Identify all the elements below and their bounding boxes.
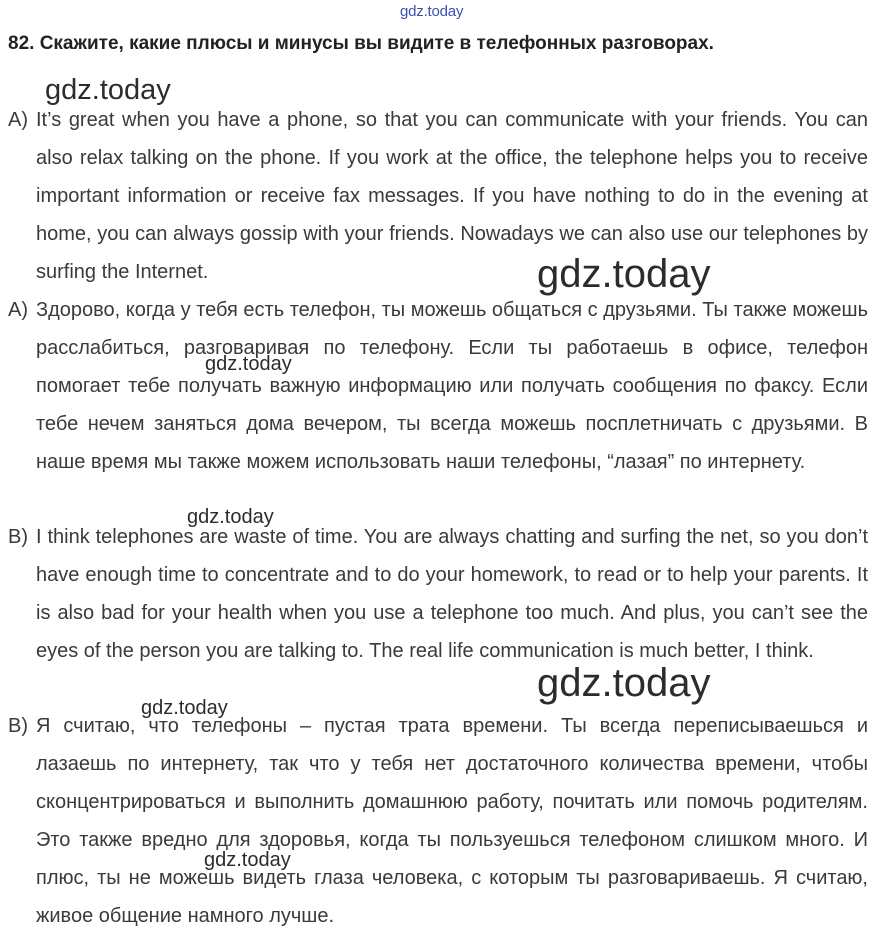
site-label[interactable]: gdz.today — [400, 3, 464, 20]
watermark-text: gdz.today — [205, 353, 292, 375]
paragraph-text: It’s great when you have a phone, so that you can communicate with your friends. You can also relax talking on the phone. If you work at the office, the telephone helps you to receive important information or receive fax messages. If you have nothing to do in the evening at home, you can always gossip with your friends. Nowadays we can also use our telephones by surfing the Internet. — [36, 109, 868, 283]
paragraph-a-english — [8, 101, 868, 291]
watermark-text: gdz.today — [537, 252, 711, 296]
paragraph-text: I think telephones are waste of time. You are always chatting and surfing the net, so you don’t have enough time to concentrate and to do your homework, to read or to help your parents. It is also bad for your health when you use a telephone too much. And plus, you can’t see the eyes of the person you are talking to. The real life communication is much better, I think. — [36, 526, 868, 662]
watermark-text: gdz.today — [45, 74, 171, 106]
watermark-text: gdz.today — [537, 661, 711, 705]
paragraph-b-english — [8, 518, 868, 670]
paragraph-marker: B) — [8, 715, 28, 737]
paragraph-marker: A) — [8, 109, 28, 131]
watermark-text: gdz.today — [141, 697, 228, 719]
paragraph-text: Я считаю, что телефоны – пустая трата времени. Ты всегда переписываешься и лазаешь по интернету, так что у тебя нет достаточного количества времени, чтобы сконцентрироваться и выполнить домашнюю работу, почитать или помочь родителям. Это также вредно для здоровья, когда ты пользуешься телефоном слишком много. И плюс, ты не можешь видеть глаза человека, с которым ты разговариваешь. Я считаю, живое общение намного лучше. — [36, 715, 868, 927]
watermark-text: gdz.today — [187, 506, 274, 528]
watermark-text: gdz.today — [204, 849, 291, 871]
paragraph-text: Здорово, когда у тебя есть телефон, ты можешь общаться с друзьями. Ты также можешь расслабиться, разговаривая по телефону. Если ты работаешь в офисе, телефон помогает тебе получать важную информацию или получать сообщения по факсу. Если тебе нечем заняться дома вечером, ты всегда можешь посплетничать с друзьями. В наше время мы также можем использовать наши телефоны, “лазая” по интернету. — [36, 299, 868, 473]
paragraph-marker: B) — [8, 526, 28, 548]
exercise-heading: 82. Скажите, какие плюсы и минусы вы видите в телефонных разговорах. — [8, 33, 714, 54]
paragraph-a-russian — [8, 291, 868, 481]
paragraph-b-russian — [8, 707, 868, 935]
paragraph-marker: A) — [8, 299, 28, 321]
